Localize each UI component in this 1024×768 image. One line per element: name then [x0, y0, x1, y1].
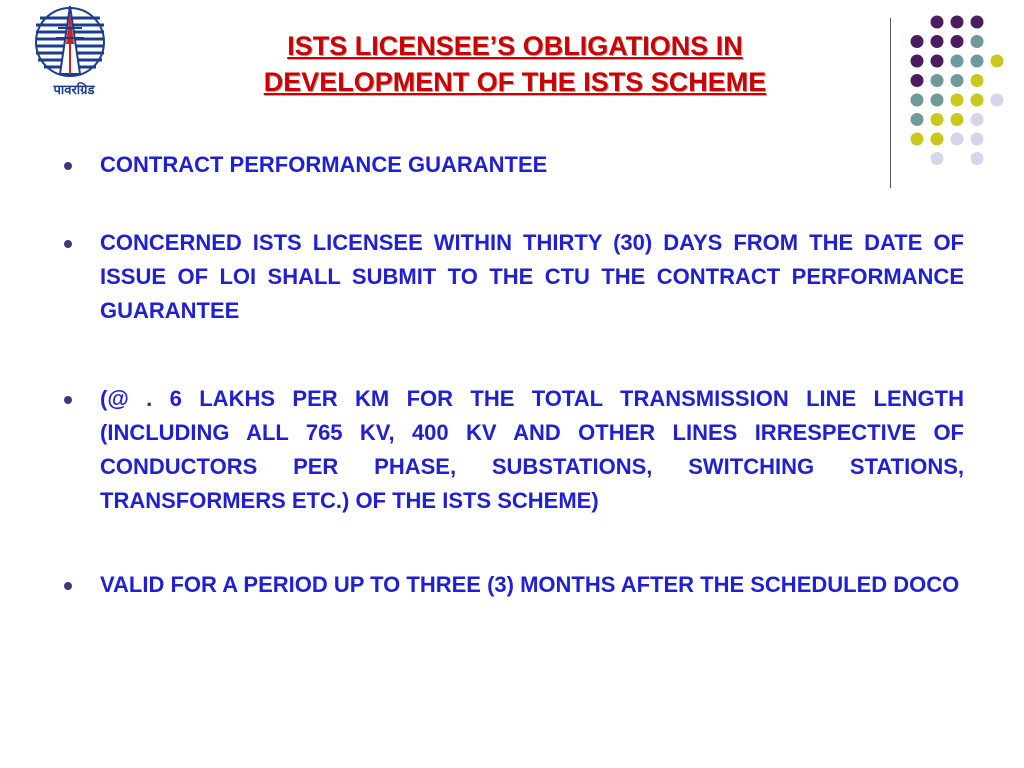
bullet-text: CONTRACT PERFORMANCE GUARANTEE [100, 152, 548, 177]
decorative-dot [951, 74, 964, 87]
decorative-dot [991, 94, 1004, 107]
slide-title-line-1: ISTS LICENSEE’S OBLIGATIONS IN [287, 31, 743, 61]
decorative-dot [951, 35, 964, 48]
bullet-text: (@ . 6 LAKHS PER KM FOR THE TOTAL TRANSMISSION LINE LENGTH (INCLUDING ALL 765 KV, 400 KV AND OTHER LINES IRRESPECTIVE OF CONDUCTORS PER PHASE, SUBSTATIONS, SWITCHING STATIONS, TRANSFORMERS ETC.) OF THE ISTS SCHEME) [100, 386, 964, 513]
decorative-dot [971, 113, 984, 126]
slide-title [150, 28, 880, 100]
bullet-icon [64, 396, 72, 404]
slide-title-line-2: DEVELOPMENT OF THE ISTS SCHEME [263, 67, 767, 97]
decorative-dot [971, 94, 984, 107]
bullet-text: CONCERNED ISTS LICENSEE WITHIN THIRTY (30) DAYS FROM THE DATE OF ISSUE OF LOI SHALL SUBMIT TO THE CTU THE CONTRACT PERFORMANCE GUARANTEE [100, 230, 964, 323]
bullet-icon [64, 162, 72, 170]
decorative-dot [911, 74, 924, 87]
bullet-list [62, 148, 964, 602]
bullet-item [62, 568, 964, 602]
bullet-text: VALID FOR A PERIOD UP TO THREE (3) MONTHS AFTER THE SCHEDULED DOCO [100, 572, 960, 597]
decorative-dot [931, 35, 944, 48]
decorative-dot [911, 133, 924, 146]
bullet-item [62, 382, 964, 518]
decorative-dot [911, 113, 924, 126]
decorative-dot [951, 94, 964, 107]
decorative-dot [971, 35, 984, 48]
bullet-icon [64, 240, 72, 248]
decorative-dot [951, 55, 964, 68]
decorative-dot [931, 16, 944, 29]
bullet-icon [64, 582, 72, 590]
decorative-dot [931, 74, 944, 87]
decorative-dot [971, 152, 984, 165]
decorative-dot [971, 16, 984, 29]
decorative-dot [931, 55, 944, 68]
decorative-dot [911, 35, 924, 48]
logo-text: पावरग्रिड [53, 83, 95, 98]
decorative-dot [951, 16, 964, 29]
decorative-dot [911, 55, 924, 68]
decorative-dot [971, 74, 984, 87]
decorative-dot [951, 133, 964, 146]
decorative-dot [931, 133, 944, 146]
bullet-item [62, 148, 964, 182]
decorative-dot [911, 94, 924, 107]
decorative-dot [991, 55, 1004, 68]
decorative-dot [971, 55, 984, 68]
decorative-dot [931, 94, 944, 107]
bullet-item [62, 226, 964, 328]
decorative-dot [951, 113, 964, 126]
decorative-dot [971, 133, 984, 146]
decorative-dot [931, 113, 944, 126]
